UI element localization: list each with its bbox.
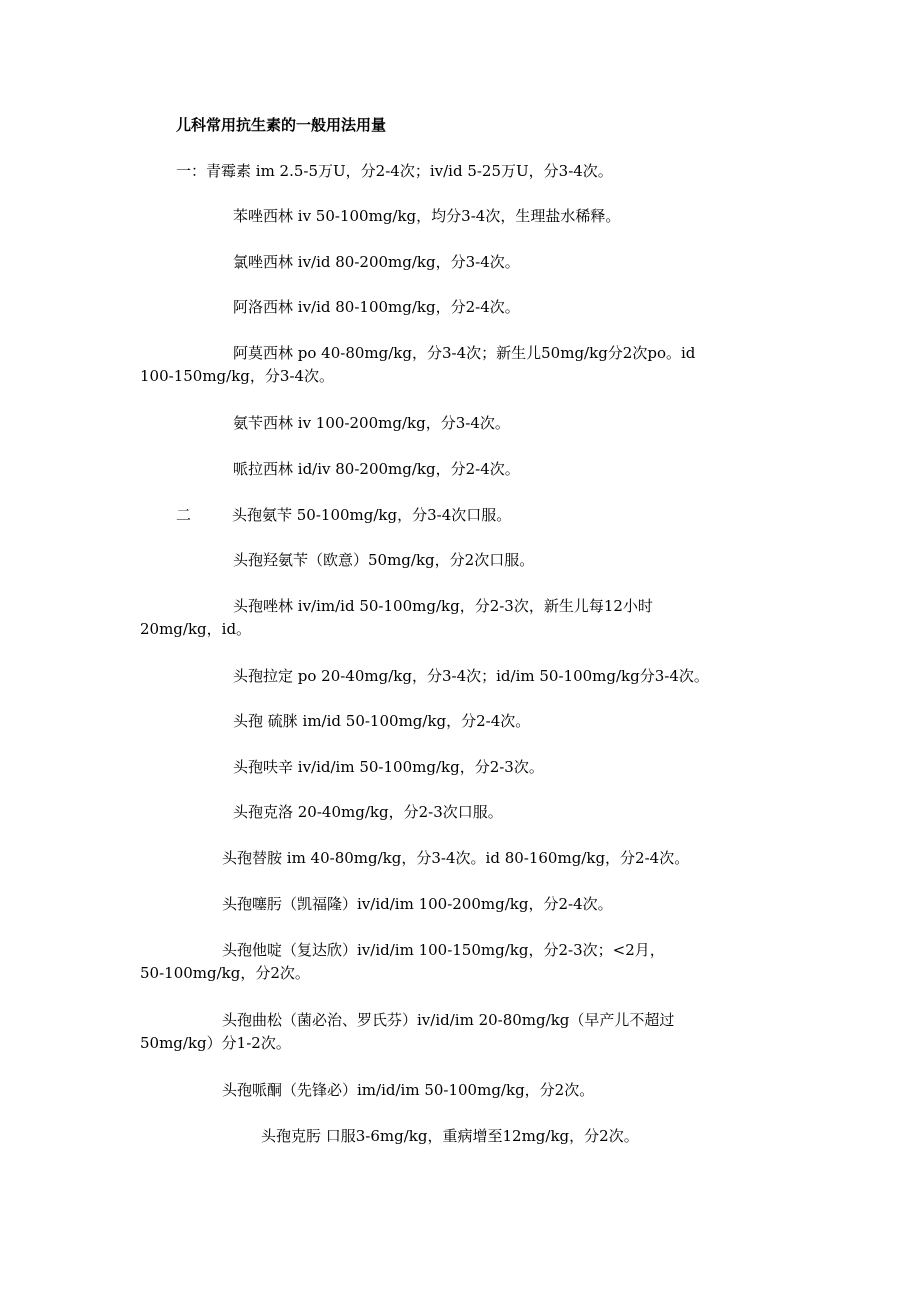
amoxicillin-line-1: 阿莫西林 po 40-80mg/kg，分3-4次；新生儿50mg/kg分2次po。id	[233, 344, 696, 362]
cefazolin-line-1: 头孢唑林 iv/im/id 50-100mg/kg，分2-3次，新生儿每12小时	[233, 597, 653, 615]
cefadroxil-line: 头孢羟氨苄（欧意）50mg/kg，分2次口服。	[233, 551, 535, 569]
ampicillin-line: 氨苄西林 iv 100-200mg/kg，分3-4次。	[233, 414, 510, 432]
ceftazidime-line-2: 50-100mg/kg，分2次。	[140, 964, 310, 982]
document-title: 儿科常用抗生素的一般用法用量	[176, 116, 387, 134]
section-2-row	[176, 504, 511, 526]
piperacillin-line: 哌拉西林 id/iv 80-200mg/kg，分2-4次。	[233, 460, 520, 478]
cefixime-line: 头孢克肟 口服3-6mg/kg，重病增至12mg/kg，分2次。	[261, 1127, 639, 1145]
amoxicillin-paragraph	[140, 342, 800, 388]
cefoperazone-line: 头孢哌酮（先锋必）im/id/im 50-100mg/kg，分2次。	[222, 1081, 595, 1099]
cefotaxime-line: 头孢噻肟（凯福隆）iv/id/im 100-200mg/kg，分2-4次。	[222, 895, 613, 913]
ceftazidime-line-1: 头孢他啶（复达欣）iv/id/im 100-150mg/kg，分2-3次；<2月，	[222, 941, 665, 959]
cefalexin-line: 头孢氨苄 50-100mg/kg，分3-4次口服。	[232, 506, 512, 524]
azlocillin-line: 阿洛西林 iv/id 80-100mg/kg，分2-4次。	[233, 298, 520, 316]
amoxicillin-line-2: 100-150mg/kg，分3-4次。	[140, 367, 335, 385]
cefaclor-line: 头孢克洛 20-40mg/kg，分2-3次口服。	[233, 803, 503, 821]
cefazolin-line-2: 20mg/kg，id。	[140, 620, 252, 638]
ceftriaxone-line-2: 50mg/kg）分1-2次。	[140, 1034, 291, 1052]
ceftazidime-paragraph	[140, 939, 800, 985]
section-1-penicillin-line: 一：青霉素 im 2.5-5万U，分2-4次；iv/id 5-25万U，分3-4次。	[176, 162, 613, 180]
cefuroxime-line: 头孢呋辛 iv/id/im 50-100mg/kg，分2-3次。	[233, 758, 544, 776]
cefotiam-line: 头孢替胺 im 40-80mg/kg，分3-4次。id 80-160mg/kg，分2-4次。	[222, 849, 690, 867]
ceftriaxone-paragraph	[140, 1009, 800, 1055]
oxacillin-line: 苯唑西林 iv 50-100mg/kg，均分3-4次，生理盐水稀释。	[233, 207, 621, 225]
cloxacillin-line: 氯唑西林 iv/id 80-200mg/kg，分3-4次。	[233, 253, 520, 271]
section-2-number: 二	[176, 506, 192, 524]
cefazolin-paragraph	[140, 595, 800, 641]
ceftriaxone-line-1: 头孢曲松（菌必治、罗氏芬）iv/id/im 20-80mg/kg（早产儿不超过	[222, 1011, 675, 1029]
cefradine-line: 头孢拉定 po 20-40mg/kg，分3-4次；id/im 50-100mg/kg分3-4次。	[233, 667, 709, 685]
cefathiamidine-line: 头孢 硫脒 im/id 50-100mg/kg，分2-4次。	[233, 712, 531, 730]
